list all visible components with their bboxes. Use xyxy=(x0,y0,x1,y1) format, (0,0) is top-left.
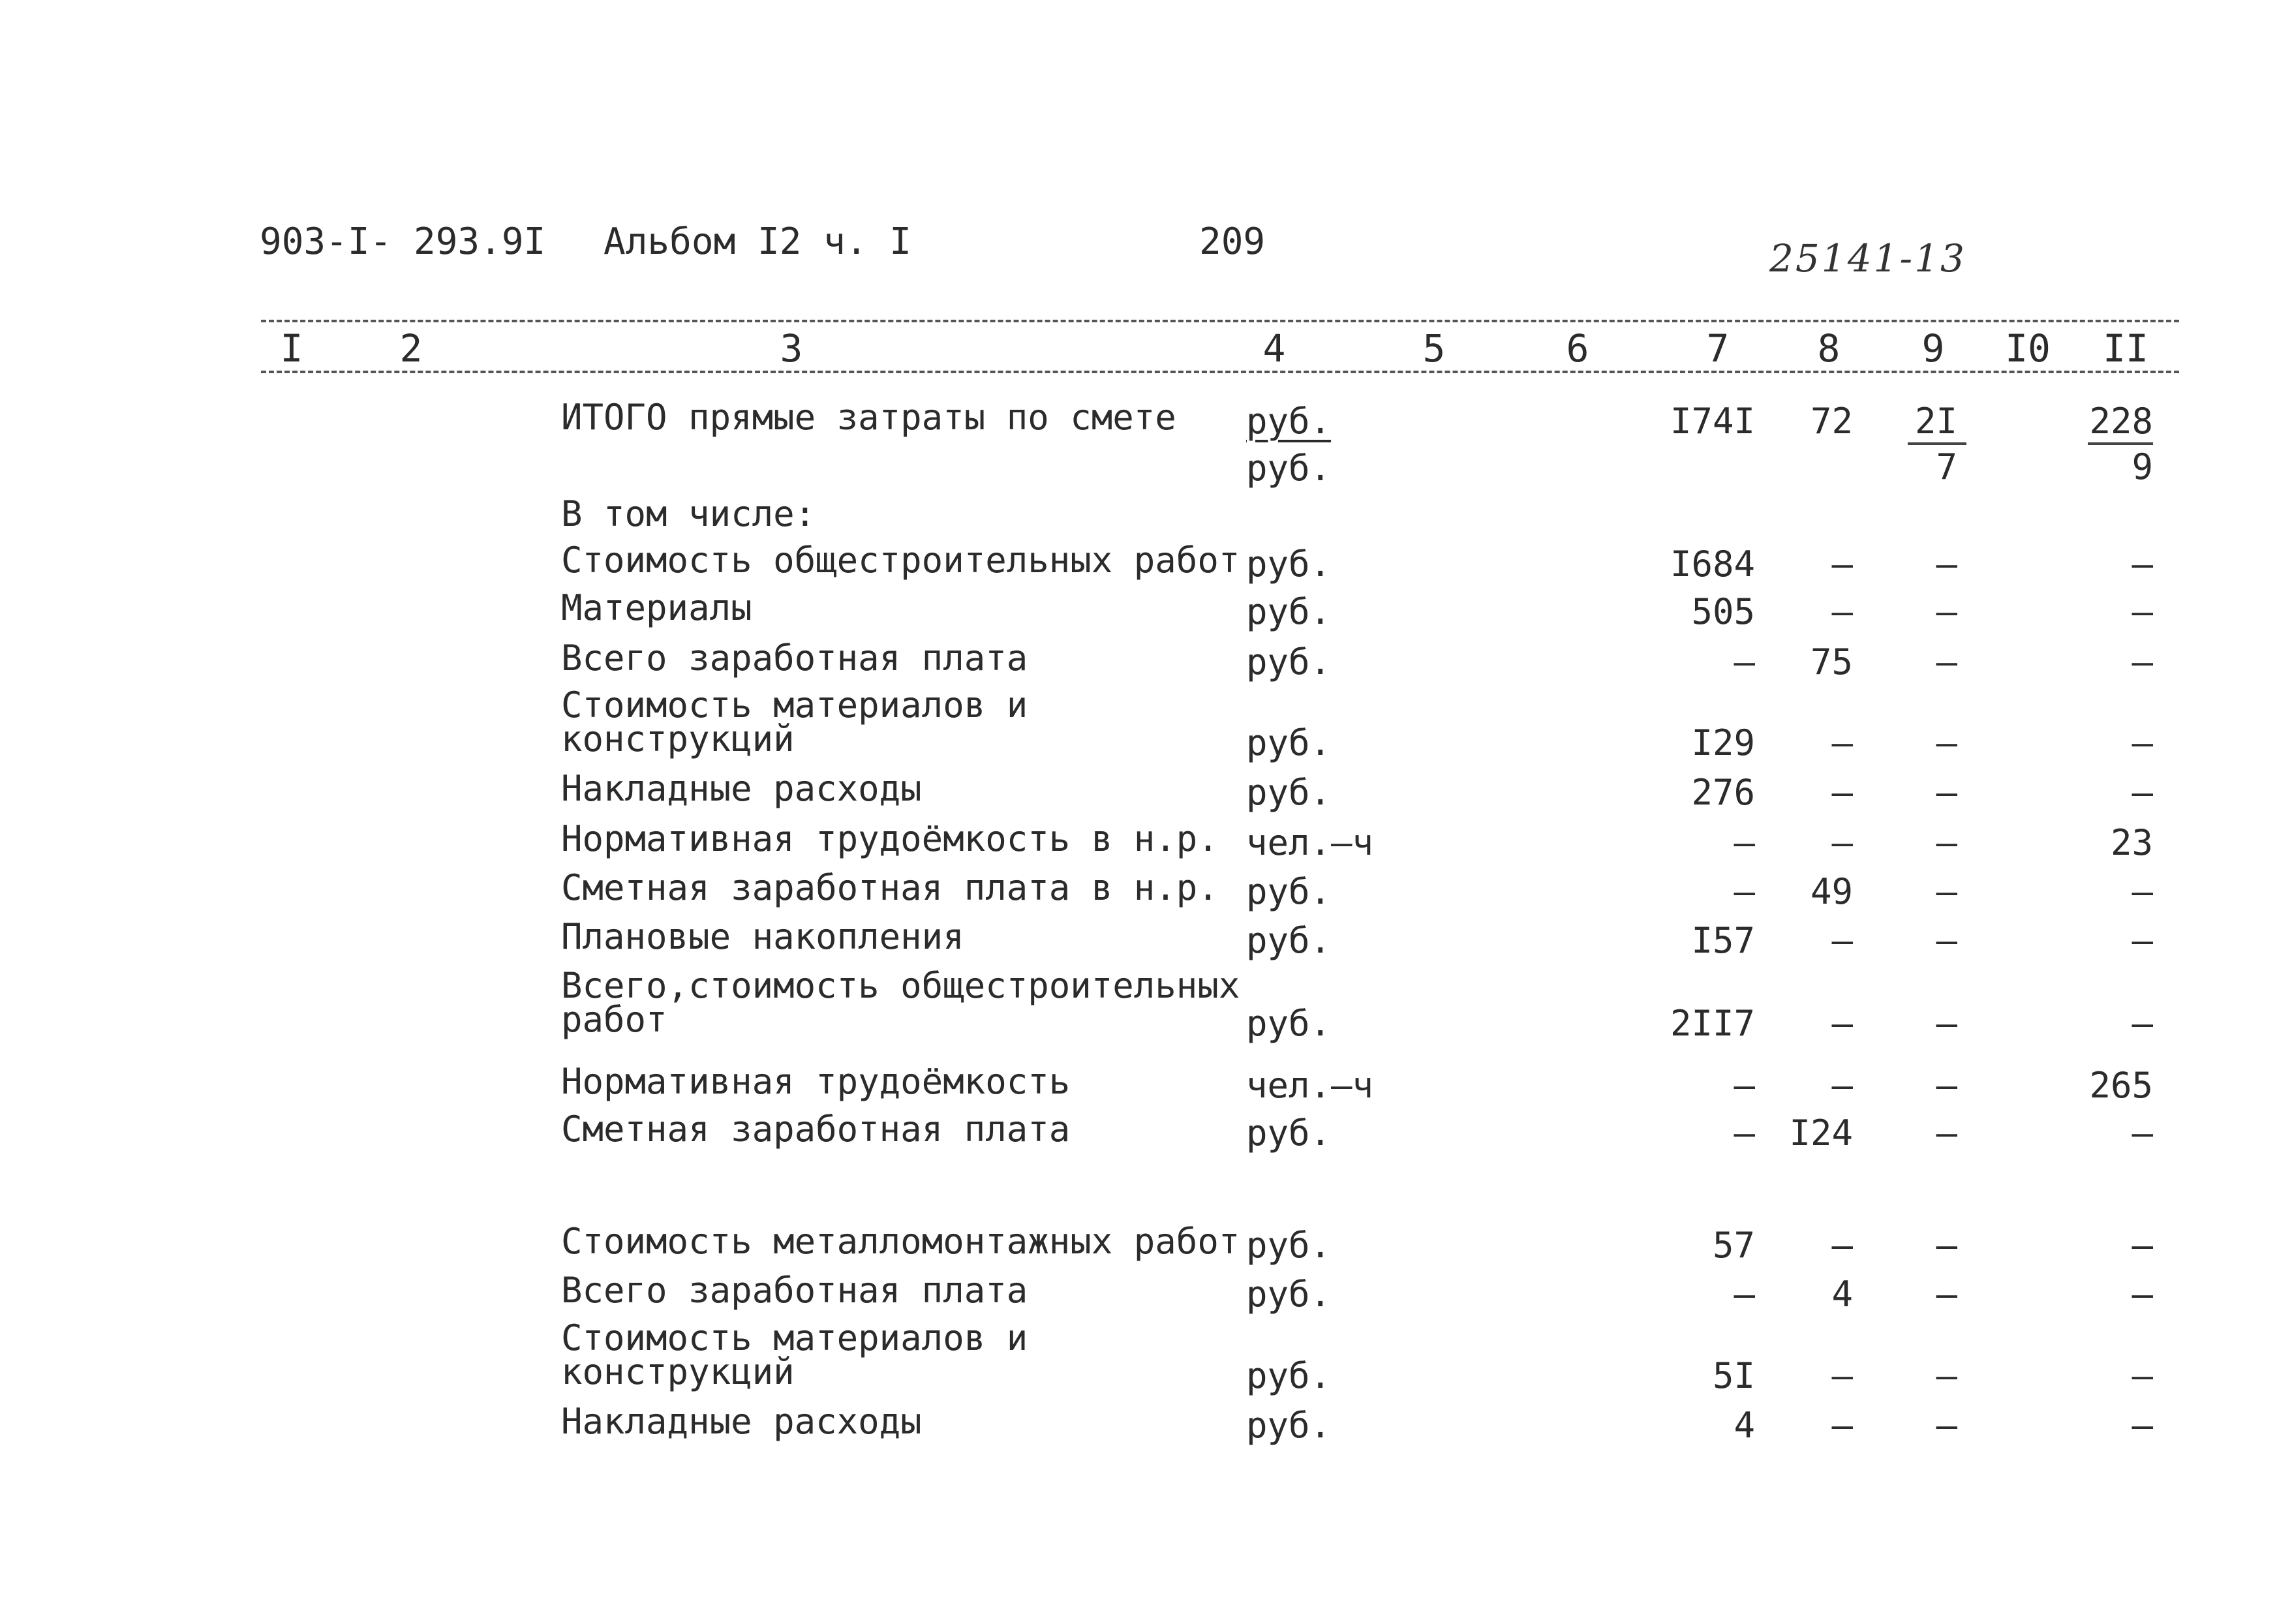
row-col8: – xyxy=(1831,722,1853,763)
row-col7: – xyxy=(1734,1274,1755,1315)
table-row xyxy=(0,1061,2292,1111)
row-unit: руб. xyxy=(1246,1112,1332,1154)
row-col11: – xyxy=(2132,1405,2153,1446)
table-row xyxy=(0,1109,2292,1158)
row-unit: руб. xyxy=(1246,591,1332,632)
row-col9: – xyxy=(1936,1225,1957,1266)
column-number: 2 xyxy=(399,326,423,371)
row-label: Плановые накопления xyxy=(561,916,964,957)
row-col11: 23 xyxy=(2110,822,2153,863)
row-col8: – xyxy=(1831,1225,1853,1266)
handwritten-code: 25141-13 xyxy=(1769,236,1966,281)
row-unit: руб. xyxy=(1246,871,1332,912)
row-label: Накладные расходы xyxy=(561,1401,922,1442)
row-col7: – xyxy=(1734,1112,1755,1154)
row-col8: – xyxy=(1831,772,1853,813)
row-col8: – xyxy=(1831,544,1853,585)
row-col7: – xyxy=(1734,822,1755,863)
table-row xyxy=(0,818,2292,868)
table-row xyxy=(0,637,2292,687)
header-top-rule xyxy=(261,320,2179,322)
row-col9: – xyxy=(1936,1112,1957,1154)
row-unit: руб. xyxy=(1246,1355,1332,1396)
row-col11: – xyxy=(2132,1274,2153,1315)
table-row xyxy=(0,1270,2292,1319)
column-number: 6 xyxy=(1566,326,1589,371)
row-col8: I24 xyxy=(1789,1112,1853,1154)
table-row xyxy=(0,916,2292,966)
column-number: II xyxy=(2103,326,2148,371)
row-label: Сметная заработная плата xyxy=(561,1109,1071,1150)
row-col8: 49 xyxy=(1810,871,1853,912)
total-unit-top: руб. xyxy=(1246,401,1332,442)
row-col7: – xyxy=(1734,641,1755,682)
row-col9: – xyxy=(1936,871,1957,912)
row-col9: – xyxy=(1936,920,1957,961)
total-col11-fraction-line xyxy=(2088,442,2153,445)
row-col11: – xyxy=(2132,544,2153,585)
table-row xyxy=(0,965,2292,1044)
row-col9: – xyxy=(1936,1405,1957,1446)
row-col9: – xyxy=(1936,1274,1957,1315)
row-col7: 505 xyxy=(1691,591,1755,632)
row-col9: – xyxy=(1936,641,1957,682)
row-col9: – xyxy=(1936,1355,1957,1396)
row-col8: – xyxy=(1831,1355,1853,1396)
row-col9: – xyxy=(1936,1065,1957,1106)
row-col11: – xyxy=(2132,1355,2153,1396)
row-col7: 57 xyxy=(1712,1225,1755,1266)
row-col9: – xyxy=(1936,772,1957,813)
total-unit-bottom: руб. xyxy=(1246,448,1332,489)
row-label: Стоимость материалов и конструкций xyxy=(561,1317,1028,1392)
total-col7: I74I xyxy=(1670,401,1755,442)
row-col7: – xyxy=(1734,1065,1755,1106)
column-number: 9 xyxy=(1921,326,1945,371)
row-col11: – xyxy=(2132,920,2153,961)
row-unit: чел.–ч xyxy=(1246,822,1374,863)
row-label: Стоимость материалов и конструкций xyxy=(561,684,1028,759)
row-col9: – xyxy=(1936,722,1957,763)
row-label: Стоимость общестроительных работ xyxy=(561,540,1240,581)
row-label: Всего заработная плата xyxy=(561,637,1028,679)
row-label: Всего,стоимость общестроительных работ xyxy=(561,965,1240,1040)
table-row xyxy=(0,768,2292,818)
row-unit: руб. xyxy=(1246,641,1332,682)
row-unit: руб. xyxy=(1246,1003,1332,1044)
column-number: I xyxy=(280,326,303,371)
table-row xyxy=(0,1317,2292,1396)
row-unit: руб. xyxy=(1246,772,1332,813)
row-col8: – xyxy=(1831,822,1853,863)
table-row xyxy=(0,587,2292,637)
column-number: 5 xyxy=(1422,326,1446,371)
row-col8: – xyxy=(1831,1405,1853,1446)
document-code: 903-I- 293.9I xyxy=(260,221,546,263)
row-unit: руб. xyxy=(1246,1225,1332,1266)
row-col7: – xyxy=(1734,871,1755,912)
row-col11: 265 xyxy=(2089,1065,2153,1106)
row-unit: чел.–ч xyxy=(1246,1065,1374,1106)
row-col11: – xyxy=(2132,641,2153,682)
row-unit: руб. xyxy=(1246,722,1332,763)
row-col11: – xyxy=(2132,772,2153,813)
total-label: ИТОГО прямые затраты по смете xyxy=(561,397,1176,438)
table-row xyxy=(0,1221,2292,1270)
row-col8: – xyxy=(1831,591,1853,632)
including-label: В том числе: xyxy=(561,493,816,534)
row-col11: – xyxy=(2132,871,2153,912)
column-number: 8 xyxy=(1817,326,1841,371)
row-col7: I57 xyxy=(1691,920,1755,961)
header-bottom-rule xyxy=(261,371,2179,373)
row-col11: – xyxy=(2132,1112,2153,1154)
total-col9-denominator: 7 xyxy=(1936,446,1957,487)
row-col11: – xyxy=(2132,1225,2153,1266)
row-col11: – xyxy=(2132,591,2153,632)
row-label: Сметная заработная плата в н.р. xyxy=(561,867,1219,908)
row-col9: – xyxy=(1936,544,1957,585)
album-label: Альбом I2 ч. I xyxy=(604,221,912,263)
row-unit: руб. xyxy=(1246,1405,1332,1446)
row-col9: – xyxy=(1936,822,1957,863)
row-col8: – xyxy=(1831,920,1853,961)
row-col7: 276 xyxy=(1691,772,1755,813)
row-col8: 4 xyxy=(1831,1274,1853,1315)
column-number: I0 xyxy=(2005,326,2051,371)
total-col11-numerator: 228 xyxy=(2089,401,2153,442)
row-col7: 2II7 xyxy=(1670,1003,1755,1044)
row-col11: – xyxy=(2132,1003,2153,1044)
row-label: Всего заработная плата xyxy=(561,1270,1028,1311)
row-label: Стоимость металломонтажных работ xyxy=(561,1221,1240,1262)
row-col7: I684 xyxy=(1670,544,1755,585)
row-col8: – xyxy=(1831,1065,1853,1106)
row-label: Материалы xyxy=(561,587,752,628)
row-label: Нормативная трудоёмкость xyxy=(561,1061,1071,1102)
row-unit: руб. xyxy=(1246,544,1332,585)
row-col7: 5I xyxy=(1712,1355,1755,1396)
row-unit: руб. xyxy=(1246,920,1332,961)
row-col11: – xyxy=(2132,722,2153,763)
table-row xyxy=(0,540,2292,589)
table-row xyxy=(0,684,2292,763)
row-col9: – xyxy=(1936,1003,1957,1044)
row-col7: I29 xyxy=(1691,722,1755,763)
total-row xyxy=(0,397,2292,489)
row-col8: 75 xyxy=(1810,641,1853,682)
row-label: Накладные расходы xyxy=(561,768,922,809)
row-col8: – xyxy=(1831,1003,1853,1044)
row-col7: 4 xyxy=(1734,1405,1755,1446)
column-number: 3 xyxy=(780,326,803,371)
total-col9-numerator: 2I xyxy=(1914,401,1957,442)
row-label: Нормативная трудоёмкость в н.р. xyxy=(561,818,1219,859)
table-row xyxy=(0,867,2292,917)
row-unit: руб. xyxy=(1246,1274,1332,1315)
total-col8: 72 xyxy=(1810,401,1853,442)
column-number: 7 xyxy=(1706,326,1730,371)
row-col9: – xyxy=(1936,591,1957,632)
column-number: 4 xyxy=(1262,326,1286,371)
table-row xyxy=(0,1401,2292,1450)
total-col9-fraction-line xyxy=(1908,442,1966,445)
page-number: 209 xyxy=(1199,221,1266,263)
total-col11-denominator: 9 xyxy=(2132,446,2153,487)
